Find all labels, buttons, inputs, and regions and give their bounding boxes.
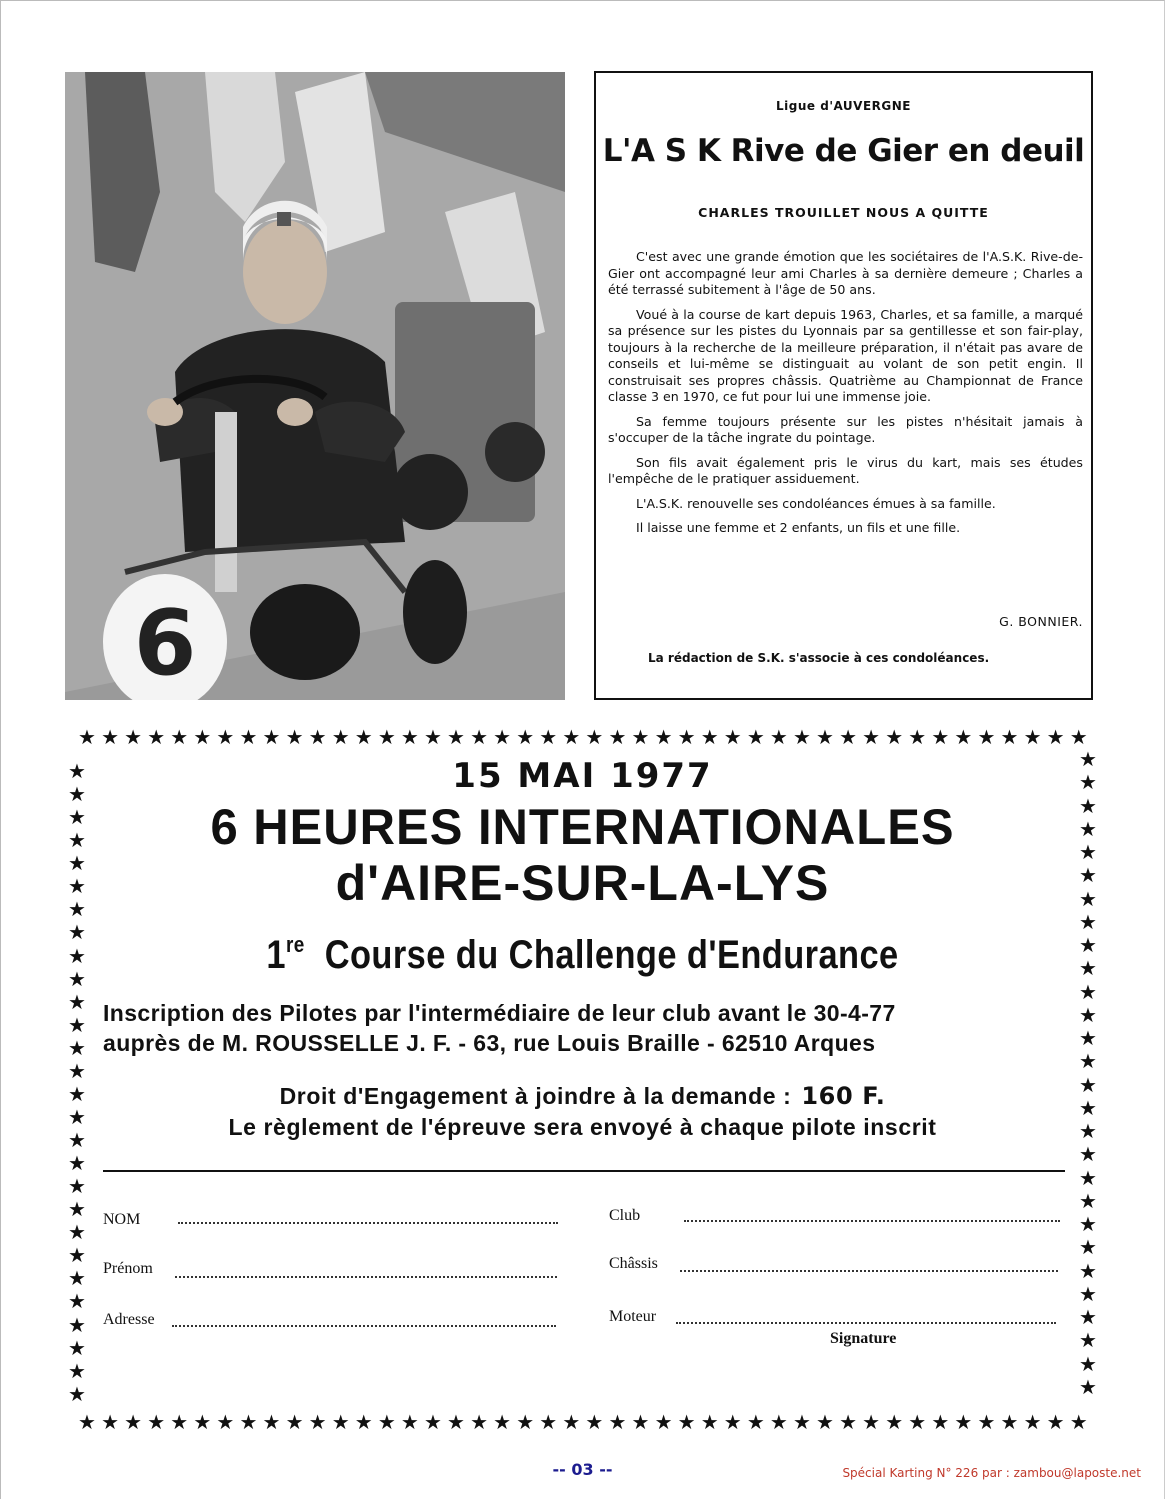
star-icon: ★ <box>608 725 627 749</box>
star-icon: ★ <box>1079 1119 1097 1143</box>
fee-text: Droit d'Engagement à joindre à la demande : <box>279 1083 792 1109</box>
star-icon: ★ <box>124 725 143 749</box>
star-icon: ★ <box>677 725 696 749</box>
star-icon: ★ <box>1023 1410 1042 1434</box>
rules-line: Le règlement de l'épreuve sera envoyé à chaque pilote inscrit <box>228 1114 937 1140</box>
star-icon: ★ <box>423 725 442 749</box>
star-icon: ★ <box>839 725 857 749</box>
article-paragraph: Sa femme toujours présente sur les pistes n'hésitait jamais à s'occuper de la tâche ingrate du pointage. <box>608 413 1083 445</box>
star-icon: ★ <box>68 1174 86 1199</box>
course-text: Course du Challenge d'Endurance <box>324 933 899 977</box>
star-icon: ★ <box>68 874 86 899</box>
star-icon: ★ <box>1079 1142 1097 1167</box>
form-divider <box>103 1170 1065 1172</box>
star-icon: ★ <box>1079 1328 1097 1353</box>
star-icon: ★ <box>68 1104 86 1129</box>
star-icon: ★ <box>68 1358 86 1383</box>
star-icon: ★ <box>493 1410 512 1434</box>
star-icon: ★ <box>1079 886 1097 911</box>
star-icon: ★ <box>1079 840 1097 864</box>
star-icon: ★ <box>308 1410 327 1434</box>
star-icon: ★ <box>1069 725 1088 749</box>
star-icon: ★ <box>68 782 86 807</box>
star-icon: ★ <box>1069 1410 1088 1434</box>
star-icon: ★ <box>216 725 235 749</box>
star-icon: ★ <box>78 1410 96 1434</box>
star-icon: ★ <box>1079 1049 1097 1074</box>
star-icon: ★ <box>68 1312 86 1337</box>
star-icon: ★ <box>816 1410 834 1434</box>
star-icon: ★ <box>354 725 373 749</box>
event-course <box>82 932 1084 978</box>
star-icon: ★ <box>839 1410 857 1434</box>
prenom-field[interactable] <box>175 1276 557 1278</box>
star-icon: ★ <box>862 1410 881 1434</box>
star-icon: ★ <box>68 1197 86 1222</box>
obituary-article <box>594 71 1093 700</box>
star-icon: ★ <box>1079 1235 1097 1260</box>
star-icon: ★ <box>68 943 86 968</box>
registration-line1: Inscription des Pilotes par l'intermédiaire de leur club avant le 30-4-77 <box>103 1000 896 1026</box>
star-icon: ★ <box>1079 1281 1097 1306</box>
star-icon: ★ <box>746 725 765 749</box>
star-icon: ★ <box>1000 1410 1019 1434</box>
nom-field[interactable] <box>178 1222 558 1224</box>
star-icon: ★ <box>1079 770 1097 795</box>
article-league: Ligue d'AUVERGNE <box>776 99 911 113</box>
star-icon: ★ <box>977 725 996 749</box>
star-icon: ★ <box>1079 933 1097 957</box>
star-border-top <box>78 726 1088 748</box>
prenom-label: Prénom <box>103 1260 153 1277</box>
star-icon: ★ <box>1079 1165 1097 1190</box>
event-title-line1: 6 HEURES INTERNATIONALES <box>210 799 955 855</box>
star-icon: ★ <box>562 1410 581 1434</box>
photo-illustration <box>65 72 565 700</box>
star-icon: ★ <box>170 1410 189 1434</box>
star-icon: ★ <box>769 1410 788 1434</box>
star-icon: ★ <box>792 1410 811 1434</box>
star-icon: ★ <box>1079 793 1097 818</box>
article-body <box>608 249 1083 545</box>
article-paragraph: Son fils avait également pris le virus du kart, mais ses études l'empêche de le pratiquer assiduement. <box>608 454 1083 486</box>
star-icon: ★ <box>1079 909 1097 934</box>
star-icon: ★ <box>1079 1188 1097 1213</box>
star-icon: ★ <box>746 1410 765 1434</box>
star-icon: ★ <box>193 725 212 749</box>
moteur-field[interactable] <box>676 1322 1056 1324</box>
star-icon: ★ <box>654 1410 673 1434</box>
signature-label: Signature <box>830 1330 897 1347</box>
star-icon: ★ <box>377 1410 396 1434</box>
star-icon: ★ <box>68 1128 86 1152</box>
star-icon: ★ <box>68 966 86 991</box>
star-icon: ★ <box>68 920 86 945</box>
star-icon: ★ <box>216 1410 235 1434</box>
star-icon: ★ <box>68 1381 86 1406</box>
star-icon: ★ <box>816 725 834 749</box>
star-icon: ★ <box>377 725 396 749</box>
star-icon: ★ <box>1079 956 1097 981</box>
star-icon: ★ <box>1079 1351 1097 1376</box>
star-icon: ★ <box>68 1220 86 1245</box>
star-icon: ★ <box>954 725 973 749</box>
star-icon: ★ <box>1046 725 1065 749</box>
star-icon: ★ <box>68 1266 86 1291</box>
star-icon: ★ <box>931 725 950 749</box>
star-icon: ★ <box>862 725 881 749</box>
star-icon: ★ <box>908 1410 927 1434</box>
star-border-bottom <box>78 1411 1088 1433</box>
article-paragraph: Voué à la course de kart depuis 1963, Charles, et sa famille, a marqué sa présence sur les pistes du Lyonnais par sa gentillesse et son fair-play, toujours à la recherche de la meilleure préparation, il n'était pas avare de conseils et lui-même se distinguait au volant de son petit engin. Il construisait ses propres châssis. Quatrième au Championnat de France classe 3 en 1970, ce fut pour lui une immense joie. <box>608 306 1083 404</box>
kart-number: 6 <box>133 591 197 696</box>
star-icon: ★ <box>470 725 488 749</box>
star-icon: ★ <box>170 725 189 749</box>
star-icon: ★ <box>1079 1258 1097 1283</box>
star-icon: ★ <box>331 1410 350 1434</box>
star-icon: ★ <box>1023 725 1042 749</box>
star-icon: ★ <box>631 1410 650 1434</box>
star-icon: ★ <box>1079 747 1097 771</box>
club-label: Club <box>609 1207 641 1224</box>
star-icon: ★ <box>262 1410 281 1434</box>
star-icon: ★ <box>68 851 86 876</box>
star-icon: ★ <box>723 725 742 749</box>
article-paragraph: Il laisse une femme et 2 enfants, un fils et une fille. <box>636 520 961 535</box>
star-icon: ★ <box>931 1410 950 1434</box>
star-icon: ★ <box>447 1410 465 1434</box>
star-icon: ★ <box>1079 1026 1097 1050</box>
star-icon: ★ <box>1079 863 1097 888</box>
star-icon: ★ <box>68 1243 86 1268</box>
star-icon: ★ <box>493 725 512 749</box>
star-icon: ★ <box>68 1289 86 1314</box>
star-icon: ★ <box>562 725 581 749</box>
star-icon: ★ <box>68 1058 86 1083</box>
star-icon: ★ <box>1079 1374 1097 1399</box>
star-icon: ★ <box>308 725 327 749</box>
article-subtitle: CHARLES TROUILLET NOUS A QUITTE <box>698 205 989 220</box>
star-icon: ★ <box>539 1410 558 1434</box>
star-icon: ★ <box>1079 1002 1097 1027</box>
star-icon: ★ <box>1079 816 1097 841</box>
star-icon: ★ <box>585 1410 604 1434</box>
star-icon: ★ <box>124 1410 143 1434</box>
course-number: 1 <box>266 933 286 977</box>
star-icon: ★ <box>1079 1305 1097 1329</box>
course-number-sup: re <box>285 932 305 957</box>
star-icon: ★ <box>101 725 119 749</box>
star-icon: ★ <box>68 897 86 922</box>
star-icon: ★ <box>908 725 927 749</box>
star-icon: ★ <box>78 725 96 749</box>
article-title: L'A S K Rive de Gier en deuil <box>602 133 1085 169</box>
star-icon: ★ <box>954 1410 973 1434</box>
star-icon: ★ <box>285 1410 304 1434</box>
article-signature: G. BONNIER. <box>999 614 1083 629</box>
nom-label: NOM <box>103 1211 141 1228</box>
star-icon: ★ <box>193 1410 212 1434</box>
star-icon: ★ <box>516 1410 535 1434</box>
star-icon: ★ <box>400 725 419 749</box>
star-icon: ★ <box>677 1410 696 1434</box>
star-icon: ★ <box>792 725 811 749</box>
kart-driver-photo <box>65 72 565 700</box>
moteur-label: Moteur <box>609 1308 657 1325</box>
star-icon: ★ <box>470 1410 488 1434</box>
star-icon: ★ <box>68 1081 86 1106</box>
star-icon: ★ <box>1079 979 1097 1004</box>
star-icon: ★ <box>977 1410 996 1434</box>
star-icon: ★ <box>68 1035 86 1060</box>
adresse-label: Adresse <box>103 1311 155 1328</box>
star-icon: ★ <box>631 725 650 749</box>
club-field[interactable] <box>684 1220 1060 1222</box>
article-paragraph: L'A.S.K. renouvelle ses condoléances émues à sa famille. <box>636 495 996 511</box>
article-footer-note: La rédaction de S.K. s'associe à ces condoléances. <box>648 651 990 665</box>
star-icon: ★ <box>354 1410 373 1434</box>
star-icon: ★ <box>147 725 166 749</box>
article-paragraph: C'est avec une grande émotion que les sociétaires de l'A.S.K. Rive-de-Gier ont accompagné leur ami Charles à sa dernière demeure ; Charles a été terrassé subitement à l'âge de 50 ans. <box>608 249 1083 297</box>
star-icon: ★ <box>68 989 86 1014</box>
star-icon: ★ <box>68 805 86 830</box>
star-icon: ★ <box>285 725 304 749</box>
star-icon: ★ <box>585 725 604 749</box>
star-icon: ★ <box>1000 725 1019 749</box>
fee-line <box>0 1082 1165 1110</box>
star-icon: ★ <box>885 1410 904 1434</box>
star-icon: ★ <box>700 1410 719 1434</box>
star-icon: ★ <box>885 725 904 749</box>
fee-amount: 160 F. <box>801 1082 886 1110</box>
star-icon: ★ <box>1079 1212 1097 1236</box>
star-icon: ★ <box>1079 1072 1097 1097</box>
star-icon: ★ <box>68 759 86 783</box>
star-icon: ★ <box>447 725 465 749</box>
star-icon: ★ <box>101 1410 119 1434</box>
footer-credit: Spécial Karting N° 226 par : zambou@laposte.net <box>842 1466 1141 1480</box>
star-icon: ★ <box>769 725 788 749</box>
page-number: -- 03 -- <box>552 1460 613 1479</box>
star-icon: ★ <box>1079 1095 1097 1120</box>
star-icon: ★ <box>68 1335 86 1360</box>
event-date: 15 MAI 1977 <box>452 756 713 796</box>
star-icon: ★ <box>239 1410 258 1434</box>
star-icon: ★ <box>262 725 281 749</box>
event-title-line2: d'AIRE-SUR-LA-LYS <box>335 855 830 911</box>
star-icon: ★ <box>654 725 673 749</box>
chassis-label: Châssis <box>609 1255 658 1272</box>
registration-line2: auprès de M. ROUSSELLE J. F. - 63, rue Louis Braille - 62510 Arques <box>103 1030 876 1056</box>
star-icon: ★ <box>539 725 558 749</box>
star-icon: ★ <box>1046 1410 1065 1434</box>
adresse-field[interactable] <box>172 1325 556 1327</box>
star-icon: ★ <box>68 828 86 853</box>
chassis-field[interactable] <box>680 1270 1058 1272</box>
star-icon: ★ <box>331 725 350 749</box>
star-icon: ★ <box>700 725 719 749</box>
star-icon: ★ <box>608 1410 627 1434</box>
star-icon: ★ <box>423 1410 442 1434</box>
star-icon: ★ <box>516 725 535 749</box>
star-icon: ★ <box>400 1410 419 1434</box>
star-icon: ★ <box>723 1410 742 1434</box>
star-icon: ★ <box>147 1410 166 1434</box>
star-icon: ★ <box>68 1012 86 1037</box>
star-icon: ★ <box>68 1151 86 1176</box>
star-icon: ★ <box>239 725 258 749</box>
